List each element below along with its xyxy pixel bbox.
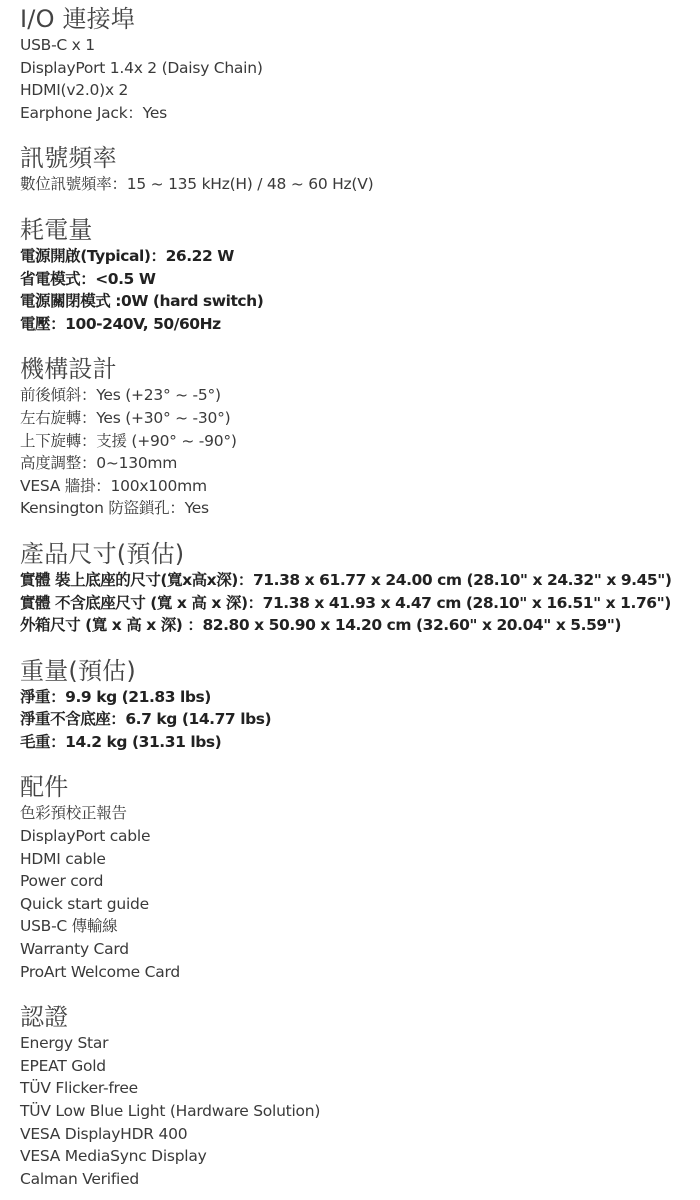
spec-line: 省電模式：<0.5 W [20, 269, 156, 288]
spec-line: 淨重不含底座：6.7 kg (14.77 lbs) [20, 710, 272, 729]
section-title: 配件 [20, 773, 69, 802]
io-ports-section [20, 4, 700, 124]
spec-line: 實體 裝上底座的尺寸(寬x高x深)：71.38 x 61.77 x 24.00 cm (28.10" x 24.32" x 9.45") [20, 570, 672, 589]
spec-list [20, 1032, 700, 1190]
spec-line: 電源開啟(Typical)：26.22 W [20, 246, 234, 265]
spec-line: Warranty Card [20, 940, 129, 959]
power-consumption-section [20, 215, 700, 335]
spec-list [20, 686, 700, 754]
spec-list [20, 569, 700, 637]
spec-line: USB-C x 1 [20, 36, 95, 54]
spec-list [20, 802, 700, 983]
section-title: 產品尺寸(預估) [20, 539, 185, 568]
spec-list [20, 384, 700, 520]
spec-line: Calman Verified [20, 1169, 139, 1188]
spec-line: TÜV Flicker-free [20, 1079, 138, 1098]
spec-line: Quick start guide [20, 894, 149, 913]
spec-list [20, 173, 700, 196]
spec-line: EPEAT Gold [20, 1056, 106, 1075]
spec-line: Energy Star [20, 1034, 109, 1053]
spec-line: 高度調整：0~130mm [20, 454, 178, 473]
spec-line: HDMI cable [20, 849, 106, 868]
spec-line: 電壓：100-240V, 50/60Hz [20, 314, 221, 333]
spec-line: VESA 牆掛：100x100mm [20, 476, 207, 495]
spec-line: ProArt Welcome Card [20, 962, 180, 981]
spec-line: 色彩預校正報告 [20, 804, 127, 823]
spec-line: 外箱尺寸 (寬 x 高 x 深) ：82.80 x 50.90 x 14.20 cm (32.60" x 20.04" x 5.59") [20, 616, 622, 635]
accessories-section [20, 772, 700, 983]
spec-line: Kensington 防盜鎖孔：Yes [20, 499, 209, 518]
spec-line: 數位訊號頻率：15 ~ 135 kHz(H) / 48 ~ 60 Hz(V) [20, 175, 374, 194]
spec-line: 淨重：9.9 kg (21.83 lbs) [20, 687, 211, 706]
spec-line: 實體 不含底座尺寸 (寬 x 高 x 深)：71.38 x 41.93 x 4.47 cm (28.10" x 16.51" x 1.76") [20, 593, 671, 612]
certifications-section [20, 1002, 700, 1190]
weight-section [20, 656, 700, 754]
section-title: 機構設計 [20, 355, 117, 384]
spec-line: Power cord [20, 872, 104, 891]
spec-line: 上下旋轉：支援 (+90° ~ -90°) [20, 431, 237, 450]
spec-line: HDMI(v2.0)x 2 [20, 81, 129, 100]
signal-frequency-section [20, 143, 700, 196]
spec-line: VESA DisplayHDR 400 [20, 1124, 188, 1143]
section-title: 訊號頻率 [20, 144, 117, 173]
mechanical-design-section [20, 354, 700, 520]
spec-list [20, 34, 700, 124]
spec-line: USB-C 傳輸線 [20, 917, 118, 936]
section-title: 重量(預估) [20, 656, 136, 685]
section-title: 耗電量 [20, 215, 93, 244]
spec-line: VESA MediaSync Display [20, 1147, 207, 1166]
section-title: I/O 連接埠 [20, 5, 136, 33]
spec-line: 毛重：14.2 kg (31.31 lbs) [20, 732, 222, 751]
spec-line: 前後傾斜：Yes (+23° ~ -5°) [20, 386, 221, 405]
spec-line: DisplayPort 1.4x 2 (Daisy Chain) [20, 58, 263, 77]
spec-line: TÜV Low Blue Light (Hardware Solution) [20, 1102, 321, 1120]
spec-list [20, 245, 700, 335]
spec-line: 左右旋轉：Yes (+30° ~ -30°) [20, 408, 231, 427]
section-title: 認證 [20, 1003, 69, 1032]
spec-line: Earphone Jack：Yes [20, 103, 167, 122]
spec-line: 電源關閉模式 :0W (hard switch) [20, 292, 264, 311]
spec-line: DisplayPort cable [20, 827, 151, 846]
product-dimensions-section [20, 539, 700, 637]
